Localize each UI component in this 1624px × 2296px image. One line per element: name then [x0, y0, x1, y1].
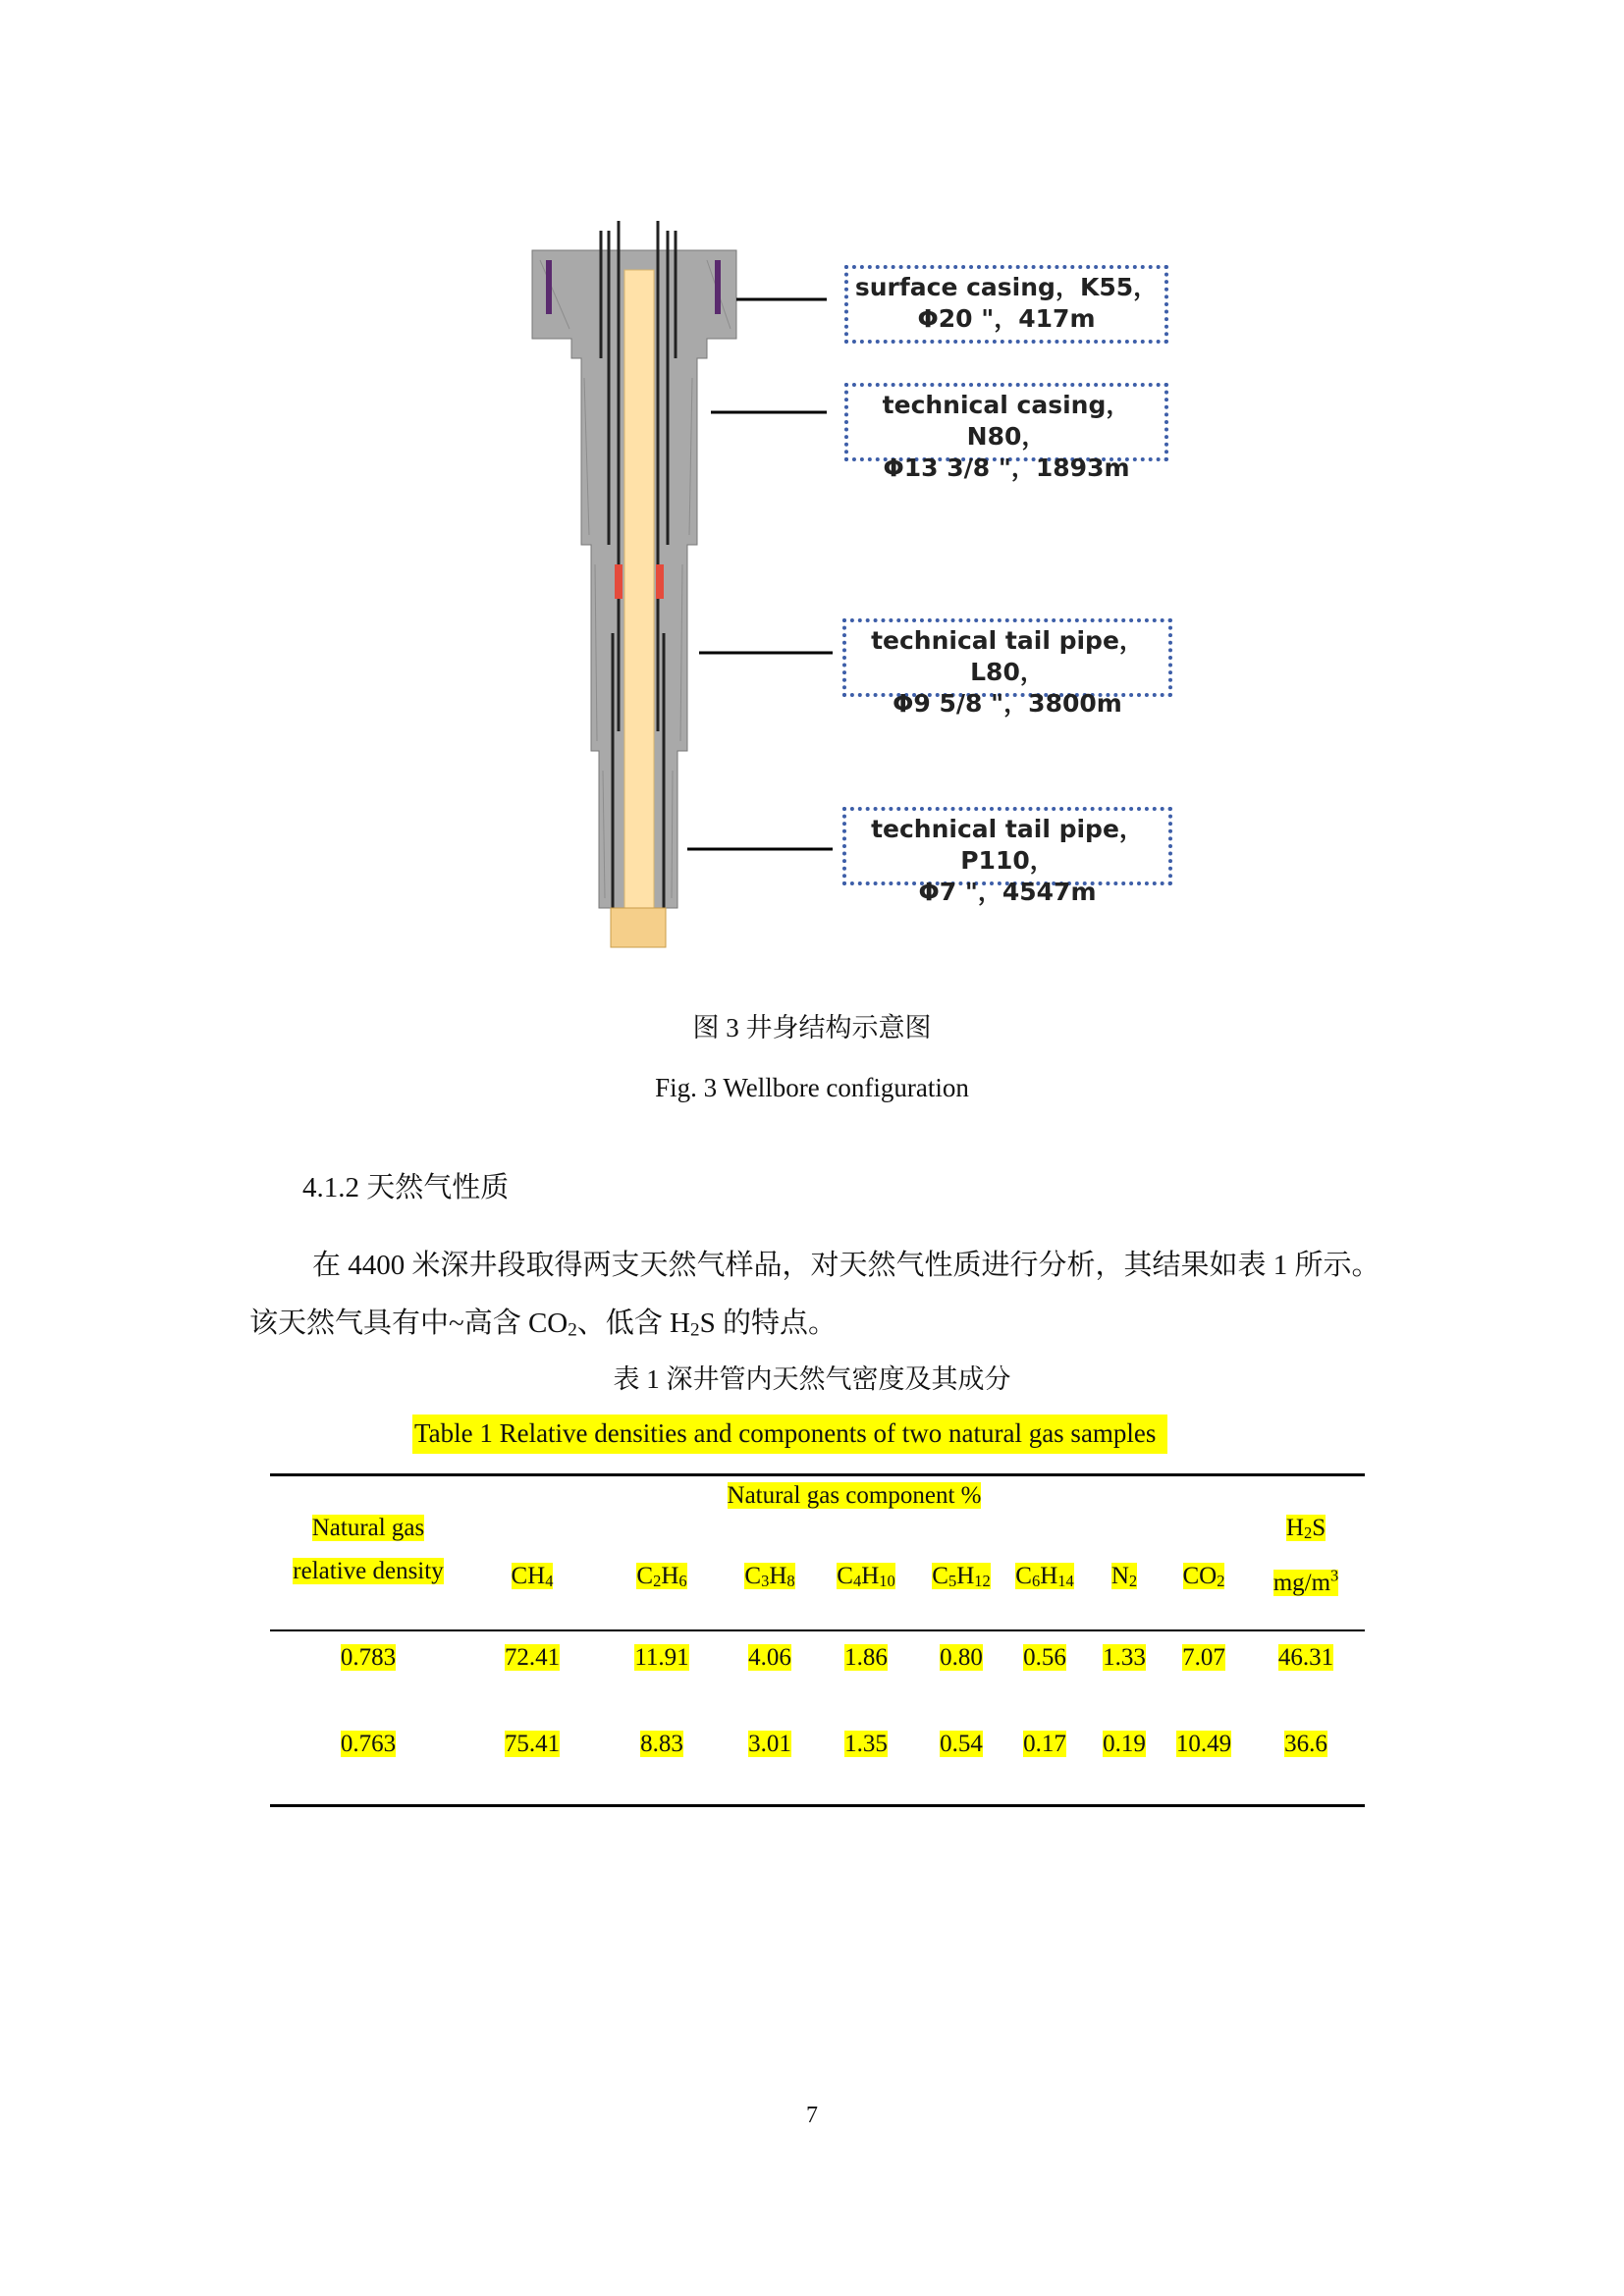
header-text: $C_3H_8$: [744, 1563, 795, 1590]
table-cell: [603, 1731, 721, 1758]
table-cell: [473, 1731, 591, 1758]
text-run: 、低含 H: [576, 1308, 690, 1339]
caption-text: Table 1 Relative densities and components of two natural gas samples: [412, 1415, 1167, 1454]
table-cell: [603, 1644, 721, 1672]
header-text: $C_5H_{12}$: [932, 1563, 991, 1590]
text-run: mg/m: [1272, 1570, 1331, 1597]
cell-value: 36.6: [1284, 1731, 1327, 1757]
text-run: S 的特点。: [699, 1308, 837, 1339]
table-cell: [309, 1731, 427, 1758]
table-caption-en: [412, 1418, 1167, 1449]
header-component: [1145, 1563, 1263, 1591]
figure-caption-cn: 图 3 井身结构示意图: [692, 1013, 932, 1042]
table-top-rule: [270, 1473, 1365, 1476]
label-line: Φ20 "，417m: [917, 304, 1096, 333]
cell-value: 0.80: [940, 1644, 983, 1671]
label-line: technical casing，N80，: [882, 391, 1131, 451]
table-cell: [309, 1644, 427, 1672]
label-line: Φ9 5/8 "，3800m: [893, 689, 1122, 718]
label-line: technical tail pipe，L80，: [871, 626, 1144, 686]
header-density: [270, 1507, 466, 1593]
cell-value: 7.07: [1182, 1644, 1225, 1671]
paragraph-line-2: [249, 1301, 837, 1341]
text-run: S: [1312, 1515, 1326, 1541]
label-tail-pipe-p110: [842, 807, 1172, 906]
table-header-rule: [270, 1629, 1365, 1631]
cell-value: 1.86: [844, 1644, 888, 1671]
header-text: $CH_4$: [511, 1563, 554, 1590]
header-text: $C_6H_{14}$: [1015, 1563, 1074, 1590]
text-run: H: [1285, 1515, 1304, 1541]
cell-value: 72.41: [504, 1644, 561, 1671]
header-text: $N_2$: [1110, 1563, 1138, 1590]
cell-value: 0.56: [1023, 1644, 1066, 1671]
cell-value: 8.83: [640, 1731, 683, 1757]
cell-value: 0.763: [340, 1731, 397, 1757]
header-text: relative density: [293, 1558, 444, 1584]
table-caption-cn: 表 1 深井管内天然气密度及其成分: [613, 1364, 1011, 1394]
label-line: Φ7 "，4547m: [918, 878, 1097, 906]
header-text: [1286, 1515, 1326, 1541]
table-cell: [1145, 1731, 1263, 1758]
table-cell: [1247, 1731, 1365, 1758]
text-run: 该天然气具有中~高含 CO: [249, 1308, 568, 1339]
cell-value: 75.41: [504, 1731, 561, 1757]
figure-caption-en: Fig. 3 Wellbore configuration: [655, 1073, 969, 1102]
cell-value: 0.54: [940, 1731, 983, 1757]
subscript: 2: [568, 1319, 577, 1341]
production-tube: [624, 270, 654, 908]
cell-value: 0.783: [340, 1644, 397, 1671]
cell-value: 1.33: [1103, 1644, 1146, 1671]
table-cell: [1145, 1644, 1263, 1672]
header-component: [603, 1563, 721, 1591]
cell-value: 1.35: [844, 1731, 888, 1757]
label-surface-casing: [844, 265, 1168, 344]
table-cell: [1247, 1644, 1365, 1672]
tube-bottom: [611, 908, 666, 947]
page-number: 7: [806, 2103, 818, 2128]
paragraph-line-1: 在 4400 米深井段取得两支天然气样品，对天然气性质进行分析，其结果如表 1 所示。: [312, 1250, 1380, 1281]
header-text: $C_4H_{10}$: [837, 1563, 895, 1590]
header-text: Natural gas component %: [727, 1482, 982, 1509]
cell-value: 10.49: [1175, 1731, 1232, 1757]
cell-value: 0.19: [1103, 1731, 1146, 1757]
header-text: Natural gas: [311, 1515, 425, 1541]
label-tail-pipe-l80: [842, 618, 1172, 718]
header-text: $CO_2$: [1182, 1563, 1225, 1590]
label-line: technical tail pipe，P110，: [871, 815, 1144, 875]
label-line: Φ13 3/8 "，1893m: [883, 454, 1130, 482]
table-bottom-rule: [270, 1804, 1365, 1807]
header-component: [473, 1563, 591, 1591]
subscript: 2: [690, 1319, 700, 1341]
label-technical-casing: [844, 383, 1168, 482]
header-component-group: [471, 1482, 1237, 1510]
leader-lines: [687, 285, 844, 874]
cell-value: 11.91: [634, 1644, 689, 1671]
cell-value: 3.01: [748, 1731, 791, 1757]
header-text: $C_2H_6$: [636, 1563, 687, 1590]
section-heading: 4.1.2 天然气性质: [302, 1172, 510, 1203]
superscript: 3: [1330, 1566, 1339, 1585]
cell-value: 46.31: [1277, 1644, 1334, 1671]
table-cell: [473, 1644, 591, 1672]
header-text: [1272, 1566, 1339, 1597]
label-line: surface casing，K55，: [854, 273, 1159, 301]
cell-value: 0.17: [1023, 1731, 1066, 1757]
cell-value: 4.06: [748, 1644, 791, 1671]
subscript: 2: [1303, 1522, 1313, 1542]
